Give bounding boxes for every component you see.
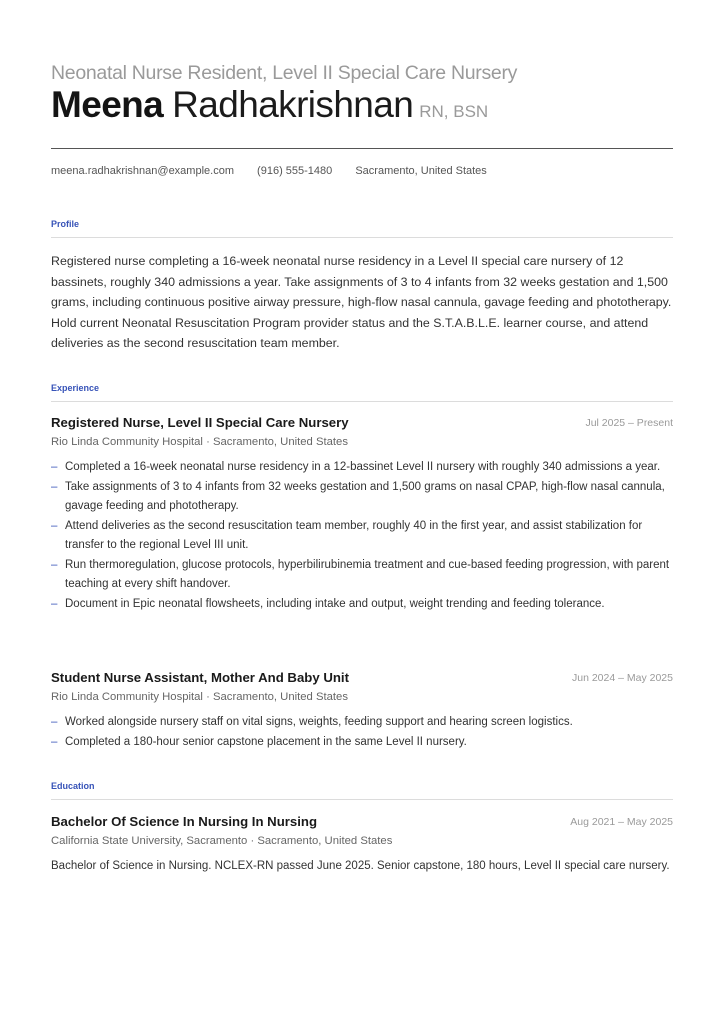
job-header (51, 415, 673, 435)
headline: Neonatal Nurse Resident, Level II Special Care Nursery (51, 62, 518, 84)
experience-entry (51, 415, 673, 615)
last-name: Radhakrishnan (172, 84, 414, 125)
first-name: Meena (51, 84, 164, 125)
degree-title: Bachelor Of Science In Nursing In Nursing (51, 814, 317, 829)
bullet-item (51, 556, 673, 594)
job-dates: Jun 2024 – May 2025 (572, 672, 673, 684)
education-dates: Aug 2021 – May 2025 (570, 816, 673, 828)
profile-summary: Registered nurse completing a 16-week neonatal nurse residency in a Level II special care nursery of 12 bassinets, roughly 340 admissions a year. Take assignments of 3 to 4 infants from 32 weeks gestation and 1,500 grams, including continuous positive airway pressure, high-flow nasal cannula, gavage feeding and phototherapy. Hold current Neonatal Resuscitation Program provider status and the S.T.A.B.L.E. learner course, and attend deliveries as the second resuscitation team member. (51, 254, 672, 350)
phone-number[interactable]: (916) 555-1480 (257, 165, 333, 177)
section-divider-experience (51, 401, 673, 402)
header-divider (51, 148, 673, 149)
job-dates: Jul 2025 – Present (585, 417, 673, 429)
bullet-item (51, 458, 673, 477)
job-title: Student Nurse Assistant, Mother And Baby Unit (51, 670, 349, 685)
bullet-text: Completed a 16-week neonatal nurse residency in a 12-bassinet Level II nursery with roughly 340 admissions a year. (65, 461, 661, 473)
section-title-education: Education (51, 781, 95, 791)
job-organization: Rio Linda Community Hospital · Sacramento, United States (51, 691, 348, 703)
section-divider-profile (51, 237, 673, 238)
bullet-item (51, 517, 673, 555)
job-bullets (51, 458, 673, 614)
bullet-item (51, 478, 673, 516)
contact-info (51, 165, 507, 177)
experience-entry (51, 670, 673, 753)
bullet-text: Document in Epic neonatal flowsheets, including intake and output, weight trending and feeding tolerance. (65, 598, 605, 610)
bullet-dash-icon: – (51, 598, 58, 610)
job-bullets (51, 713, 673, 752)
bullet-dash-icon: – (51, 736, 58, 748)
education-header (51, 814, 673, 834)
name-row (51, 84, 488, 126)
section-divider-education (51, 799, 673, 800)
bullet-item (51, 733, 673, 752)
bullet-text: Take assignments of 3 to 4 infants from 32 weeks gestation and 1,500 grams on nasal CPAP, high-flow nasal cannula, gavage feeding and phototherapy. (65, 481, 665, 512)
credentials: RN, BSN (419, 102, 489, 121)
section-title-experience: Experience (51, 383, 100, 393)
bullet-text: Attend deliveries as the second resuscitation team member, roughly 40 in the first year, and assist stabilization for transfer to the regional Level III unit. (65, 520, 643, 551)
bullet-dash-icon: – (51, 461, 58, 473)
education-details: Bachelor of Science in Nursing. NCLEX-RN passed June 2025. Senior capstone, 180 hours, Level II special care nursery. (51, 860, 670, 872)
email-link[interactable]: meena.radhakrishnan@example.com (51, 165, 234, 177)
bullet-dash-icon: – (51, 481, 58, 493)
bullet-text: Run thermoregulation, glucose protocols, hyperbilirubinemia treatment and cue-based feeding progression, with parent teaching at every shift handover. (65, 559, 670, 590)
bullet-text: Worked alongside nursery staff on vital signs, weights, feeding support and hearing screen logistics. (65, 716, 573, 728)
job-organization: Rio Linda Community Hospital · Sacramento, United States (51, 436, 348, 448)
education-entry (51, 814, 673, 876)
bullet-dash-icon: – (51, 520, 58, 532)
bullet-item (51, 713, 673, 732)
education-institution: California State University, Sacramento · Sacramento, United States (51, 835, 393, 847)
bullet-text: Completed a 180-hour senior capstone placement in the same Level II nursery. (65, 736, 467, 748)
job-title: Registered Nurse, Level II Special Care Nursery (51, 415, 349, 430)
job-header (51, 670, 673, 690)
location: Sacramento, United States (355, 165, 487, 177)
section-title-profile: Profile (51, 219, 80, 229)
bullet-dash-icon: – (51, 559, 58, 571)
bullet-item (51, 595, 673, 614)
bullet-dash-icon: – (51, 716, 58, 728)
